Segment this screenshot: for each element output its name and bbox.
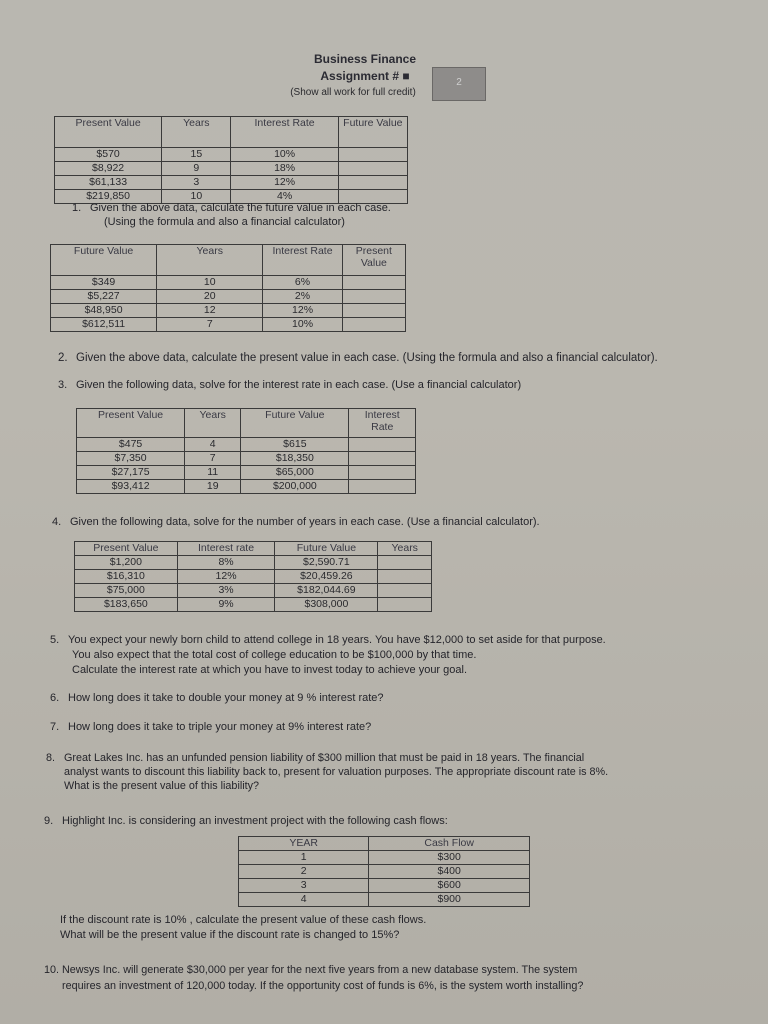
column-header: Interest Rate	[263, 245, 342, 276]
years-table	[74, 541, 432, 612]
assignment-badge: 2	[432, 67, 486, 101]
table-cell: 19	[185, 480, 241, 494]
table-row	[239, 865, 530, 879]
table-cell: $400	[369, 865, 530, 879]
table-row	[77, 466, 416, 480]
table-row	[77, 452, 416, 466]
table-row	[75, 584, 432, 598]
table-cell	[338, 176, 407, 190]
table-header-row	[51, 245, 406, 276]
table-row	[77, 438, 416, 452]
table-cell: $65,000	[241, 466, 349, 480]
question-text: You expect your newly born child to attend college in 18 years. You have $12,000 to set aside for that purpose.	[68, 634, 606, 646]
table-cell	[338, 162, 407, 176]
column-header: Future Value	[241, 409, 349, 438]
table-header-row	[239, 837, 530, 851]
question-text: Given the above data, calculate the present value in each case. (Using the formula and also a financial calculator).	[76, 352, 658, 364]
table-row	[51, 318, 406, 332]
instruction-text: (Show all work for full credit)	[290, 87, 416, 98]
table-row	[239, 879, 530, 893]
table-cell: $18,350	[241, 452, 349, 466]
table-cell: $219,850	[55, 190, 162, 204]
question-2	[58, 352, 658, 365]
table-cell: 10	[157, 276, 263, 290]
table-cell: $75,000	[75, 584, 178, 598]
question-text: Given the following data, solve for the interest rate in each case. (Use a financial calculator)	[76, 379, 522, 391]
table-cell: 12%	[177, 570, 275, 584]
table-cell: $183,650	[75, 598, 178, 612]
table-cell: $48,950	[51, 304, 157, 318]
table-cell: $1,200	[75, 556, 178, 570]
table-row	[75, 570, 432, 584]
table-cell: $900	[369, 893, 530, 907]
table-cell	[338, 148, 407, 162]
table-cell	[342, 304, 405, 318]
table-cell: 12%	[231, 176, 338, 190]
present-value-table	[50, 244, 406, 332]
column-header: Future Value	[51, 245, 157, 276]
table-cell: $612,511	[51, 318, 157, 332]
table-cell	[342, 318, 405, 332]
question-text: How long does it take to double your money at 9 % interest rate?	[68, 692, 384, 704]
column-header: Present Value	[342, 245, 405, 276]
table-cell: 4	[239, 893, 369, 907]
question-5-line-3: Calculate the interest rate at which you have to invest today to achieve your goal.	[72, 664, 468, 676]
question-text: Given the following data, solve for the number of years in each case. (Use a financial calculator).	[70, 516, 540, 528]
table-cell	[378, 556, 432, 570]
table-row	[75, 556, 432, 570]
table-row	[77, 480, 416, 494]
question-number: 5.	[50, 634, 60, 646]
interest-rate-table	[76, 408, 416, 494]
table-row	[51, 290, 406, 304]
question-9-followup-2: What will be the present value if the discount rate is changed to 15%?	[60, 929, 400, 941]
column-header: Years	[378, 542, 432, 556]
table-cell: 1	[239, 851, 369, 865]
column-header: Future Value	[275, 542, 378, 556]
table-cell: $300	[369, 851, 530, 865]
table-header-row	[77, 409, 416, 438]
question-6	[50, 692, 384, 705]
question-5	[50, 634, 606, 647]
table-cell: $475	[77, 438, 185, 452]
question-text: Highlight Inc. is considering an investment project with the following cash flows:	[62, 815, 448, 827]
table-cell: 9	[162, 162, 231, 176]
column-header: Present Value	[77, 409, 185, 438]
table-cell	[349, 480, 416, 494]
table-cell: 10	[162, 190, 231, 204]
table-cell	[342, 290, 405, 304]
table-row	[239, 893, 530, 907]
question-number: 2.	[58, 352, 68, 364]
table-cell: 12	[157, 304, 263, 318]
table-cell: 6%	[263, 276, 342, 290]
table-cell: 9%	[177, 598, 275, 612]
table-cell: $615	[241, 438, 349, 452]
table-cell: $5,227	[51, 290, 157, 304]
question-number: 3.	[58, 379, 68, 391]
table-cell: $93,412	[77, 480, 185, 494]
question-10-line-2: requires an investment of 120,000 today. If the opportunity cost of funds is 6%, is the system worth installing?	[62, 980, 584, 992]
column-header: YEAR	[239, 837, 369, 851]
table-cell: $20,459.26	[275, 570, 378, 584]
question-number: 4.	[52, 516, 62, 528]
table-cell: $61,133	[55, 176, 162, 190]
question-5-line-2: You also expect that the total cost of college education to be $100,000 by that time.	[72, 649, 477, 661]
question-9-followup-1: If the discount rate is 10% , calculate the present value of these cash flows.	[60, 914, 427, 926]
table-cell	[349, 452, 416, 466]
table-cell: $182,044.69	[275, 584, 378, 598]
table-row	[55, 162, 408, 176]
question-number: 8.	[46, 752, 56, 764]
table-cell: $349	[51, 276, 157, 290]
table-row	[239, 851, 530, 865]
table-cell: $27,175	[77, 466, 185, 480]
table-cell: 2	[239, 865, 369, 879]
table-cell: 4	[185, 438, 241, 452]
page-title: Business Finance	[313, 52, 417, 66]
table-cell	[349, 466, 416, 480]
question-number: 10.	[44, 964, 60, 976]
table-cell: 7	[185, 452, 241, 466]
table-cell: $200,000	[241, 480, 349, 494]
question-number: 7.	[50, 721, 60, 733]
table-cell: 3	[162, 176, 231, 190]
table-cell: 10%	[263, 318, 342, 332]
question-text: Given the above data, calculate the future value in each case.	[90, 202, 391, 214]
table-row	[55, 148, 408, 162]
table-cell	[342, 276, 405, 290]
table-cell: $16,310	[75, 570, 178, 584]
question-8	[46, 752, 584, 765]
table-cell	[378, 598, 432, 612]
table-cell: 2%	[263, 290, 342, 304]
table-cell: 8%	[177, 556, 275, 570]
table-row	[75, 598, 432, 612]
question-8-line-2: analyst wants to discount this liability back to, present for valuation purposes. The appropriate discount rate is 8%.	[64, 766, 609, 778]
column-header: Years	[157, 245, 263, 276]
question-1	[72, 202, 391, 215]
question-3	[58, 379, 521, 392]
table-cell: $570	[55, 148, 162, 162]
table-cell: $2,590.71	[275, 556, 378, 570]
column-header: Interest Rate	[349, 409, 416, 438]
table-cell	[349, 438, 416, 452]
table-cell: $308,000	[275, 598, 378, 612]
column-header: Present Value	[55, 117, 162, 148]
table-cell: 10%	[231, 148, 338, 162]
cash-flow-table	[238, 836, 530, 907]
future-value-table	[54, 116, 408, 204]
table-row	[51, 276, 406, 290]
table-header-row	[55, 117, 408, 148]
table-cell: 4%	[231, 190, 338, 204]
question-7	[50, 721, 371, 734]
table-cell	[378, 570, 432, 584]
assignment-number: Assignment # ■	[320, 69, 410, 83]
question-text: Newsys Inc. will generate $30,000 per year for the next five years from a new database system. The system	[62, 964, 578, 976]
table-cell: 11	[185, 466, 241, 480]
table-cell	[378, 584, 432, 598]
question-text: Great Lakes Inc. has an unfunded pension liability of $300 million that must be paid in 18 years. The financial	[64, 752, 585, 764]
column-header: Present Value	[75, 542, 178, 556]
table-cell: 18%	[231, 162, 338, 176]
table-header-row	[75, 542, 432, 556]
question-4	[52, 516, 540, 529]
question-10	[44, 964, 577, 977]
question-number: 6.	[50, 692, 60, 704]
table-cell: 15	[162, 148, 231, 162]
column-header: Cash Flow	[369, 837, 530, 851]
question-8-line-3: What is the present value of this liability?	[64, 780, 260, 792]
question-1-note: (Using the formula and also a financial calculator)	[104, 216, 345, 228]
column-header: Interest rate	[177, 542, 275, 556]
table-cell: 7	[157, 318, 263, 332]
question-number: 9.	[44, 815, 54, 827]
table-cell: $7,350	[77, 452, 185, 466]
table-cell: 12%	[263, 304, 342, 318]
question-text: How long does it take to triple your money at 9% interest rate?	[68, 721, 372, 733]
question-9	[44, 815, 448, 828]
table-cell: $600	[369, 879, 530, 893]
column-header: Future Value	[338, 117, 407, 148]
table-row	[55, 176, 408, 190]
table-cell: 3	[239, 879, 369, 893]
column-header: Years	[162, 117, 231, 148]
table-cell: 3%	[177, 584, 275, 598]
column-header: Years	[185, 409, 241, 438]
table-cell: $8,922	[55, 162, 162, 176]
question-number: 1.	[72, 202, 82, 214]
table-row	[51, 304, 406, 318]
column-header: Interest Rate	[231, 117, 338, 148]
table-cell: 20	[157, 290, 263, 304]
